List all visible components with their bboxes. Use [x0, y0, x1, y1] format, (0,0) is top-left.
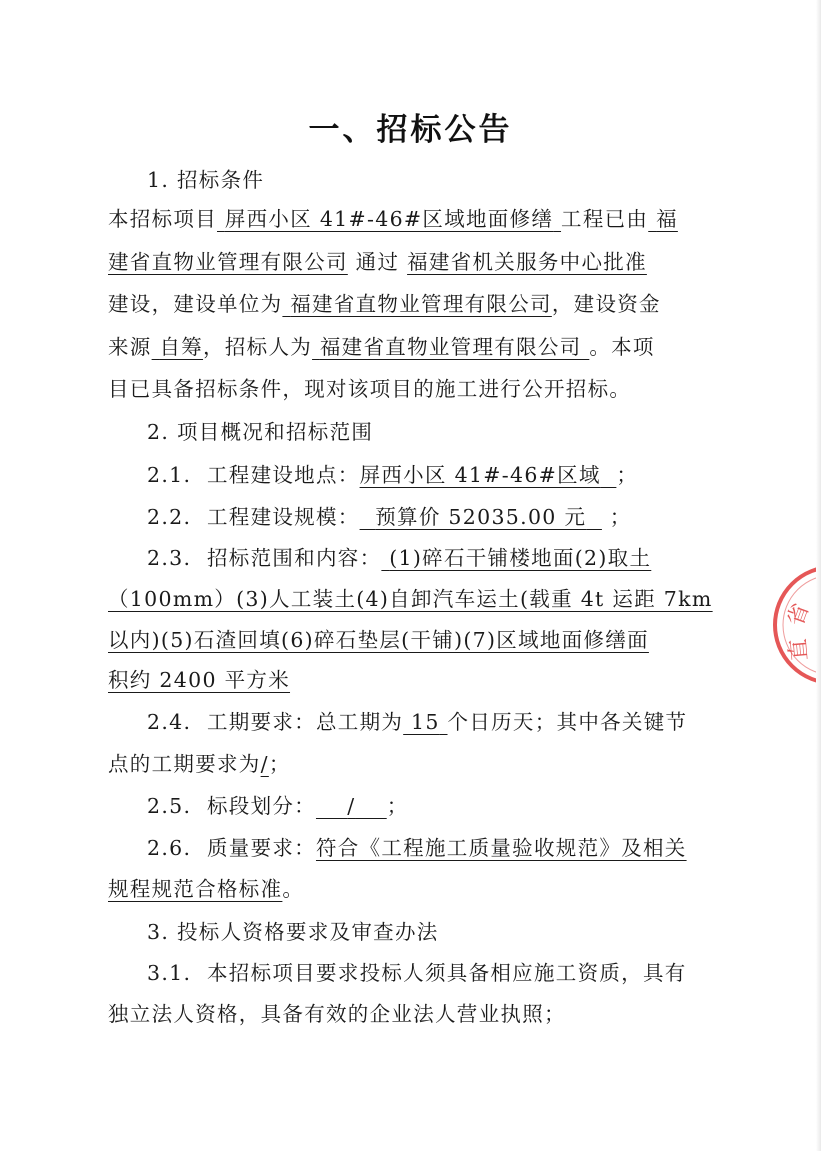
text: 建设，建设单位为	[108, 292, 283, 316]
item-label: 工期要求：总工期为	[206, 710, 404, 734]
construction-unit: 福建省直物业管理有限公司	[290, 292, 552, 316]
text: 个日历天；其中各关键节	[447, 710, 688, 734]
item-2-5	[147, 792, 409, 820]
item-number: 2.1.	[147, 463, 192, 487]
project-name: 屏西小区 41#-46#区域地面修缮	[224, 207, 554, 231]
p1-line-4	[108, 333, 655, 361]
item-number: 2.5.	[147, 794, 192, 818]
item-number: 2.4.	[147, 710, 192, 734]
item-value: /	[347, 794, 356, 818]
p1-line-1	[108, 205, 678, 233]
fund-source: 自筹	[159, 335, 204, 359]
approver-part: 福	[656, 207, 678, 231]
p1-line-2	[108, 248, 647, 276]
item-value: 规程规范合格标准	[108, 877, 283, 901]
punctuation: ；	[616, 463, 639, 487]
item-2-6-line-2	[108, 875, 304, 903]
item-value: 符合《工程施工质量验收规范》及相关	[315, 836, 687, 860]
item-value: 以内)(5)石渣回填(6)碎石垫层(干铺)(7)区域地面修缮面	[108, 628, 649, 652]
section-2-heading: 2. 项目概况和招标范围	[147, 420, 374, 444]
svg-text:直: 直	[785, 637, 813, 662]
text: 工程已由	[561, 207, 649, 231]
item-value: 预算价 52035.00 元	[375, 505, 587, 529]
text: 本招标项目	[108, 207, 217, 231]
page-title: 一、招标公告	[308, 112, 513, 148]
item-2-4-line-1	[147, 708, 687, 736]
p1-line-5: 目已具备招标条件，现对该项目的施工进行公开招标。	[108, 377, 632, 401]
section-1-heading: 1. 招标条件	[147, 168, 265, 192]
text: 来源	[108, 335, 152, 359]
section-3-heading: 3. 投标人资格要求及审查办法	[147, 920, 439, 944]
item-number: 3.1.	[147, 961, 192, 985]
punctuation: ；	[268, 752, 291, 776]
text: 。本项	[589, 335, 655, 359]
item-3-1-line-1	[147, 959, 687, 987]
approval-body: 福建省机关服务中心批准	[407, 250, 647, 274]
text: ，建设资金	[551, 292, 661, 316]
svg-text:省: 省	[783, 600, 815, 630]
duration-value: 15	[411, 710, 440, 734]
milestone-value: /	[260, 752, 269, 776]
text: 点的工期要求为	[108, 752, 261, 776]
item-2-3-line-1	[147, 544, 651, 572]
item-label: 招标范围和内容：	[206, 546, 382, 570]
item-value: 屏西小区 41#-46#区域	[359, 463, 601, 487]
item-2-4-line-2	[108, 750, 291, 778]
punctuation: 。	[282, 877, 305, 901]
item-number: 2.3.	[147, 546, 192, 570]
text: 本招标项目要求投标人须具备相应施工资质，具有	[206, 961, 687, 985]
scan-edge-shadow	[816, 0, 821, 1151]
punctuation: ；	[386, 794, 409, 818]
item-2-3-line-4	[108, 666, 290, 694]
item-2-3-line-3	[108, 626, 649, 654]
p1-line-3	[108, 290, 661, 318]
item-value: 积约 2400 平方米	[108, 668, 291, 692]
tenderer: 福建省直物业管理有限公司	[319, 335, 582, 359]
item-value: （100mm）(3)人工装土(4)自卸汽车运土(载重 4t 运距 7km	[108, 587, 713, 611]
item-number: 2.2.	[147, 505, 192, 529]
approver-name: 建省直物业管理有限公司	[108, 250, 348, 274]
item-label: 工程建设规模：	[206, 505, 360, 529]
item-2-1	[147, 461, 638, 489]
item-2-2	[147, 503, 632, 531]
text: 通过	[355, 250, 400, 274]
red-seal-stamp	[768, 560, 821, 690]
item-label: 质量要求：	[206, 836, 316, 860]
item-label: 工程建设地点：	[206, 463, 360, 487]
item-2-6-line-1	[147, 834, 687, 862]
item-2-3-line-2	[108, 585, 713, 613]
punctuation: ；	[609, 505, 632, 529]
item-value: (1)碎石干铺楼地面(2)取土	[389, 546, 652, 570]
text: ，招标人为	[203, 335, 313, 359]
item-number: 2.6.	[147, 836, 192, 860]
item-label: 标段划分：	[206, 794, 316, 818]
item-3-1-line-2: 独立法人资格，具备有效的企业法人营业执照；	[108, 1002, 566, 1026]
